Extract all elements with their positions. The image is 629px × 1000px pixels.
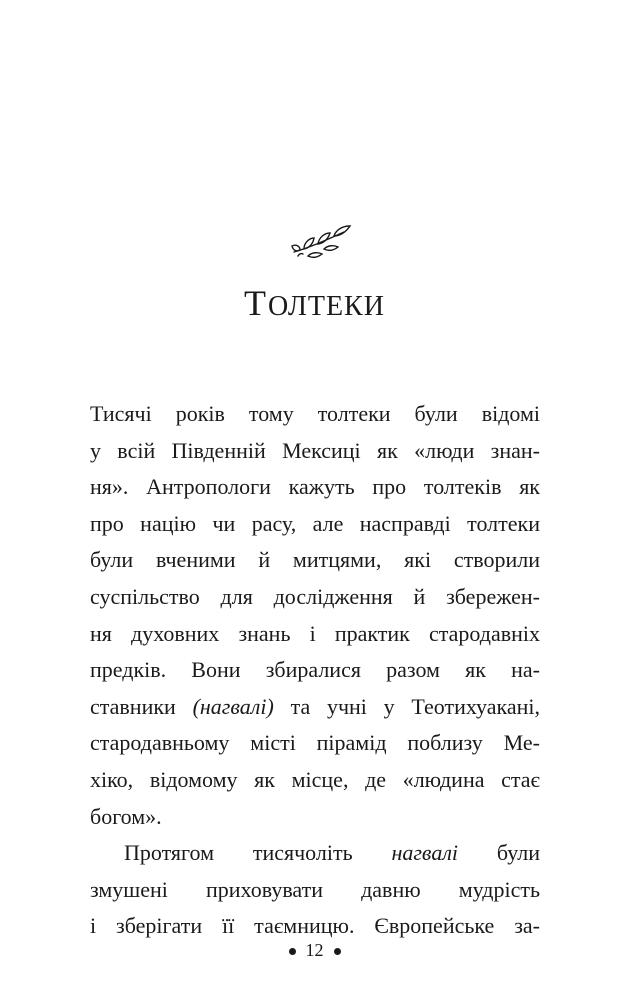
text-line-with-italic (90, 835, 540, 872)
text-line: ня духовних знань і практик стародавніх (90, 620, 540, 646)
text-line: предків. Вони збиралися разом як на- (90, 657, 540, 683)
page-number (0, 940, 629, 961)
text-line: Тисячі років тому толтеки були відомі (90, 401, 540, 426)
text-line: про націю чи расу, але насправді толтеки (90, 510, 540, 536)
chapter-title-initial: Т (244, 283, 269, 323)
text-line-with-italic (90, 689, 540, 726)
text-line: ня». Антропологи кажуть про толтеків як (90, 474, 540, 500)
page-number-value: 12 (305, 940, 324, 960)
italic-term: (нагвалі) (192, 693, 274, 719)
leaf-branch-icon (290, 222, 354, 262)
text-line-paragraph-end: богом». (90, 803, 162, 829)
bullet-icon (334, 948, 341, 955)
text-line: у всій Південній Мексиці як «люди знан- (90, 437, 540, 463)
text-line: були вченими й митцями, які створили (90, 547, 540, 573)
bullet-icon (289, 948, 296, 955)
body-text (90, 396, 540, 945)
text-line: хіко, відомому як місце, де «людина стає (90, 766, 540, 792)
chapter-title (0, 282, 629, 324)
text-segment: були (458, 840, 540, 866)
text-line: суспільство для дослідження й збережен- (90, 583, 540, 609)
text-segment: та учні у Теотихуакані, (273, 693, 541, 719)
text-line: змушені приховувати давню мудрість (90, 876, 540, 902)
chapter-title-rest: ОЛТЕКИ (268, 291, 385, 322)
text-segment: ставники (90, 693, 193, 719)
text-line: стародавньому місті пірамід поблизу Ме- (90, 730, 540, 756)
text-line: і зберігати її таємницю. Європейське за- (90, 913, 540, 939)
italic-term: нагвалі (391, 840, 459, 866)
text-segment: Протягом тисячоліть (124, 840, 392, 866)
